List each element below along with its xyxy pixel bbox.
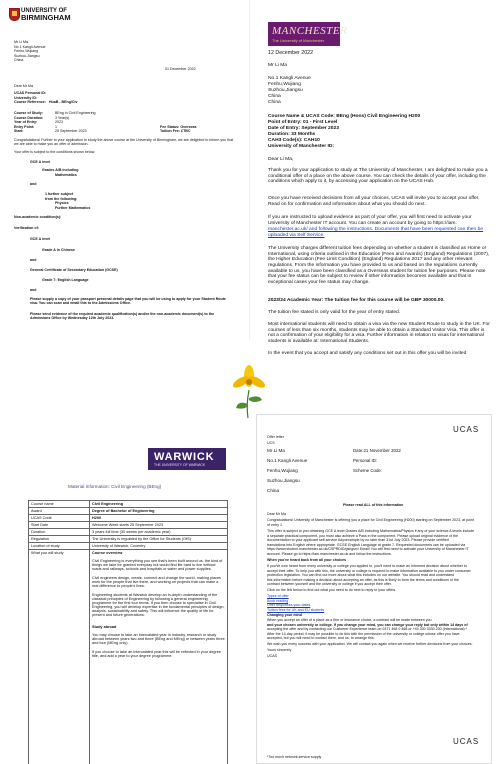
ucas-line: Click on the link below to find out what you need to do next to reply to your offers. xyxy=(267,588,397,592)
warwick-overview-title: Course overview xyxy=(92,551,123,555)
birmingham-logo-line1: UNIVERSITY OF xyxy=(21,8,67,14)
manchester-address-line: No.1 Kangli Avenue xyxy=(268,76,311,81)
warwick-logo-sub: THE UNIVERSITY OF WARWICK xyxy=(154,463,206,467)
warwick-abroad-p1: You may choose to take an intercalated year in industry, research or study abroad between years two and three (BEng and MEng) or between years three and four (MEng only). xyxy=(92,633,225,645)
table-row xyxy=(29,529,228,536)
birmingham-logo-line2: BIRMINGHAM xyxy=(21,13,71,22)
flower-decoration-icon xyxy=(226,360,272,420)
birmingham-congrats: Congratulations! Further to your application to study the above course at the University of Birmingham, we are delighted to inform you that we are able to make you an offer of admission. xyxy=(14,138,234,147)
ucas-link-book-reading[interactable]: Book reading xyxy=(267,598,289,603)
birmingham-nonacad: Non-academic condition(s): xyxy=(14,215,62,219)
ucas-line: If you've now heard from every university or college you applied to, you'll need to make an informed decision about whether to xyxy=(267,564,467,568)
manchester-address-line: China xyxy=(268,94,281,99)
ucas-name: Mr Li Ma xyxy=(267,448,285,453)
birmingham-start-value: 25 September 2023 xyxy=(55,129,87,133)
birmingham-cond-maths: Mathematics xyxy=(55,172,77,177)
manchester-duration: Duration: 33 Months xyxy=(268,132,316,137)
ucas-line: After the 14-day period, it may be possible to do this with the permission of the university or college whose offer you have xyxy=(267,631,460,636)
table-cell: Civil Engineering xyxy=(90,501,228,508)
table-cell: H200 xyxy=(90,515,228,522)
manchester-para-last: In the event that you accept and satisfy any conditions set out in this offer you will be invited xyxy=(268,351,467,356)
table-cell: Location of study xyxy=(29,543,90,550)
manchester-para-3a: If you are instructed to upload evidence as part of your offer, you will first need to activate your University of Manchester IT account. You can create an account by going to https://iam. xyxy=(268,215,472,226)
ucas-line: accepting the offer and by contacting our Customer Experience team on 0371 468 0 468 or +44 330 3330 230 (international).* xyxy=(267,627,468,631)
birmingham-crest-icon xyxy=(9,8,20,21)
table-row xyxy=(29,543,228,550)
ucas-address-4: China xyxy=(267,488,280,493)
ucas-line: documentation to your applicant self-service Adyxexample by no later than 31st July 2023. Please provide certified xyxy=(267,538,449,542)
birmingham-from: from the following: xyxy=(45,196,78,201)
table-row xyxy=(29,515,228,522)
table-cell: Course name xyxy=(29,501,90,508)
ucas-dear: Dear Mr Ma xyxy=(267,512,286,516)
ucas-heard-title: When you've heard back from all your choices xyxy=(267,558,347,562)
ucas-line: Congratulations! University of Manchester is offering you a place for Civil Engineering (H200) starting on September 2023, at point xyxy=(267,518,474,522)
warwick-overview-p3: Engineering students at Warwick develop an in-depth understanding of the classical principles of Engineering by following a general engineering programme for the first four terms. If you then choose to specialise in Civil Engineering, you will develop expertise in the fundamental principles of design, analysis, sustainability and safety. This will influence the quality of life for present and future generations. xyxy=(92,593,225,617)
ucas-line: a separate practical component, you must also achieve a Pass in the component. Please upload original evidence of the xyxy=(267,533,458,538)
ucas-footnote: *Too much network service supply xyxy=(267,755,322,759)
ucas-link-tuition-fees[interactable]: Tuition fees for UK and EU students xyxy=(267,607,325,612)
warwick-abroad-p2: If you choose to take an intercalated year this will be reflected in your degree title, and add a year to your degree programme. xyxy=(92,650,221,658)
ucas-line: This offer is subject to you obtaining GCE A level Grades A/B including Mathematics/Physics if any of your science A levels include xyxy=(267,529,475,533)
birmingham-verification: Verification of: xyxy=(14,226,39,230)
birmingham-passport: Please supply a copy of your passport personal details page that you will be using to apply for your Student Route visa. You can scan and email this to the Admissions Office. xyxy=(30,297,226,306)
birmingham-further: 1 further subject xyxy=(45,192,74,196)
ucas-footer-logo: UCAS xyxy=(453,737,480,746)
birmingham-year-label: Year of Entry: xyxy=(14,120,38,124)
ucas-ref: UCS xyxy=(267,441,275,445)
ucas-line: accept their offer. To help you with this, the university or college is required to make information available to you under consumer xyxy=(267,568,471,573)
table-row xyxy=(29,550,228,764)
birmingham-address-line: Suzhou,Jiangsu xyxy=(14,53,40,58)
birmingham-gcse: General Certificate of Secondary Education (GCSE) xyxy=(30,268,118,272)
manchester-student-id: University of Manchester ID: xyxy=(268,144,335,149)
manchester-salutation: Dear Li Ma, xyxy=(268,157,294,162)
birmingham-grade7: Grade 7: English Language xyxy=(42,278,89,282)
warwick-material-information xyxy=(8,440,244,764)
table-cell: Regulation xyxy=(29,536,90,543)
birmingham-address-line: China xyxy=(14,58,24,62)
birmingham-entry-value: 1 xyxy=(55,124,57,129)
manchester-para-visa: Most international students will need to obtain a visa via the new Student Route to study in the UK. For courses of less than six months, students may be able to obtain a Standard Visitor Visa. This offer is not a confirmation of your eligibility for a visa. Further information in relation to visas for international students is available at: International Students. xyxy=(268,322,490,344)
birmingham-cond-grades: Grades A/B including xyxy=(42,168,79,172)
birmingham-subject: Your offer is subject to the conditions shown below. xyxy=(14,150,96,154)
birmingham-fee-status: Fee Status: Overseas xyxy=(160,124,197,129)
table-cell: 3 years full time (30 weeks per academic year) xyxy=(90,529,228,536)
manchester-address-line: China xyxy=(268,100,281,105)
ucas-personal-id: Personal ID: xyxy=(353,458,378,463)
warwick-logo-text: WARWICK xyxy=(154,451,215,463)
manchester-address-line: Suzhou,Jiangsu xyxy=(268,88,303,93)
birmingham-address-line: Fenhu,Wujiang xyxy=(14,49,39,53)
birmingham-offer-letter xyxy=(0,0,250,340)
table-row xyxy=(29,536,228,543)
table-cell: What you will study xyxy=(29,550,90,764)
birmingham-and: and xyxy=(30,182,37,186)
ucas-address-1: No.1 Kangli Avenue xyxy=(267,458,308,463)
ucas-offer-letter-label: Offer letter xyxy=(267,435,284,439)
manchester-logo xyxy=(268,22,348,46)
birmingham-year-value: 2023 xyxy=(55,120,63,124)
table-row xyxy=(29,508,228,515)
birmingham-physics: Physics xyxy=(55,201,69,205)
manchester-para-4: The University charges different tuition fees depending on whether a student is classified as Home or International, using criteria outlined in the Education (Fees and Awards) (England) Regulations (2007), the Higher Education (Fee Limit Condition) (England) Regulations 2017 and any other relevant regulations. From the information you have provided to us and based on the regulations currently available to us, you have been classified as a Overseas student for tuition fee purposes. Please note that your fee status can be subject to review if other information becomes available and that in exceptional cases your fee status may change. xyxy=(268,246,490,285)
birmingham-university-id: University ID: xyxy=(14,95,38,100)
table-cell: The University is regulated by the Office for Students (OfS) xyxy=(90,536,228,543)
birmingham-course-label: Course of Study: xyxy=(14,111,43,115)
ucas-line: this information before making a decision about accepting an offer, as this is likely to form the terms and conditions of the xyxy=(267,577,459,582)
warwick-course-table xyxy=(28,500,228,764)
manchester-cah3: CAH3 Code(s): CAH10 xyxy=(268,138,320,143)
ucas-line: https://www.student.manchester.ac.uk/CSPRDID/gsi/gsrv/ Email! You will first need to activate your University of Manchester IT xyxy=(267,547,469,551)
ucas-date: Date:21 November 2022 xyxy=(353,448,401,453)
ucas-line: contract between yourself and the university or college if you accept their offer. xyxy=(267,582,392,586)
warwick-abroad-title: Study abroad xyxy=(92,625,117,629)
manchester-fee: 2023/24 Academic Year: The tuition fee for this course will be GBP 30000.00. xyxy=(268,298,445,303)
ucas-address-2: Fenhu,Wujiang xyxy=(267,468,298,473)
manchester-logo-text: MANCHESTER xyxy=(272,25,348,37)
manchester-address-line: Fenhu,Wujiang xyxy=(268,82,301,87)
birmingham-duration-value: 3 Year(s) xyxy=(55,115,70,120)
ucas-line: accepted, but you will need to contact them, and us, to arrange this. xyxy=(267,636,375,640)
ucas-logo: UCAS xyxy=(453,425,480,434)
birmingham-address-line: No 1 Kangli Avenue xyxy=(14,44,46,49)
warwick-logo xyxy=(148,448,226,470)
ucas-heading: Please read ALL of this information xyxy=(343,503,404,507)
birmingham-and: and xyxy=(30,288,37,292)
ucas-line: protection legislation. You can find out more about what this includes on our website. You should read and understand xyxy=(267,573,455,577)
birmingham-ucas-id: UCAS Personal ID: xyxy=(14,91,47,95)
table-cell: Welcome Week starts 25 September 2023 xyxy=(90,522,228,529)
table-cell: Start Date xyxy=(29,522,90,529)
birmingham-duration-label: Course Duration: xyxy=(14,115,44,120)
ucas-link-types-of-offer[interactable]: Types of offer xyxy=(267,594,289,598)
ucas-address-3: Suzhou,Jiangsu xyxy=(267,478,300,483)
warwick-material-title: Material Information: Civil Engineering (BEng) xyxy=(68,484,162,489)
manchester-iam-link[interactable]: manchester.ac.uk/ and following the instructions. Documents that have been requested can then be uploaded via Self Service. xyxy=(268,227,484,238)
manchester-offer-letter xyxy=(252,0,500,360)
ucas-yours-sincerely: Yours sincerely xyxy=(267,648,292,652)
birmingham-date: 01 December 2022 xyxy=(165,67,196,71)
table-cell: Duration xyxy=(29,529,90,536)
ucas-signature: UCAS xyxy=(267,654,277,658)
warwick-overview-p2: Civil engineers design, create, connect and change the world, making places work for the people that live there, and working on projects that can make a real difference to people's lives. xyxy=(92,576,221,588)
ucas-offer-letter xyxy=(256,414,492,764)
table-row xyxy=(29,522,228,529)
birmingham-course-value: BEng in Civil Engineering xyxy=(55,111,96,115)
manchester-fee-validity: The tuition fee stated is only valid for the year of entry stated. xyxy=(268,310,401,315)
birmingham-entry-label: Entry Point: xyxy=(14,124,35,129)
ucas-link-offer-responses[interactable]: Offer responses your dates xyxy=(267,603,311,607)
ucas-line: When you accept an offer of a place as a firm or insurance choice, a contract will be made between you xyxy=(267,618,432,622)
manchester-date-of-entry: Date of Entry: September 2023 xyxy=(268,126,339,131)
ucas-line: account. Please go to https://iam.manchester.ac.uk and follow the instructions. xyxy=(267,551,392,556)
manchester-para-1: Thank you for your application to study at The University of Manchester. I am delighted to make you a conditional offer of a place on the above course. You can check the details of your offer, including the conditions which apply to it, by accessing your application on the UCAS Hub. xyxy=(268,168,488,185)
birmingham-cond-gce: GCE A level xyxy=(30,160,51,164)
table-cell: University of Warwick, Coventry xyxy=(90,543,228,550)
birmingham-gce: GCE A level xyxy=(30,237,51,241)
birmingham-address-line: Mr Li Ma xyxy=(14,40,28,44)
table-cell: Award xyxy=(29,508,90,515)
birmingham-start-label: Start: xyxy=(14,129,24,133)
birmingham-salutation: Dear Mr Ma xyxy=(14,84,33,88)
ucas-change-title: Changing your mind xyxy=(267,613,302,617)
manchester-point-of-entry: Point of Entry: 01 - First Level xyxy=(268,120,338,125)
birmingham-further-maths: Further Mathematics xyxy=(55,205,91,210)
ucas-line: translations into English where appropriate. GCSE English Language at grade 7. Requested documents can be uploaded via xyxy=(267,542,466,547)
manchester-name: Mr Li Ma xyxy=(268,63,288,68)
birmingham-tuition-fee: Tuition Fee: £TBC xyxy=(160,129,191,133)
table-cell: UCAS Code xyxy=(29,515,90,522)
manchester-course: Course Name & UCAS Code: BEng (Hons) Civil Engineering H200 xyxy=(268,114,421,119)
ucas-line: We wish you every success with your application. We will contact you again when we receive further decisions from your choices. xyxy=(267,642,473,646)
table-row xyxy=(29,501,228,508)
warwick-overview-p1: Civil Engineering is everything you see that's been built around us, the kind of things we take for granted everyday but would find life hard to live without: roads and railways, schools and hospitals or water and power supplies. xyxy=(92,559,223,571)
table-cell xyxy=(90,550,228,764)
manchester-logo-sub: The University of Manchester xyxy=(272,38,325,43)
manchester-date: 12 December 2022 xyxy=(268,50,314,56)
manchester-para-2: Once you have received decisions from all your choices, UCAS will invite you to accept your offer. Read on for confirmation and information about what you should do next. xyxy=(268,196,480,207)
table-cell: Degree of Bachelor of Engineering xyxy=(90,508,228,515)
birmingham-grade-a: Grade A in Chinese xyxy=(42,248,75,252)
ucas-line: of entry 1 xyxy=(267,522,282,527)
ucas-scheme: Scheme Code: xyxy=(353,468,383,473)
birmingham-and: and xyxy=(30,258,37,262)
birmingham-send-evidence: Please send evidence of the required academic qualification(s) and/or the non-academic document(s) to the Admissions Office by Wednesday 12th July 2023. xyxy=(30,312,215,321)
ucas-line: and your chosen university or college. If you change your mind, you can change your reply but only within 14 days of xyxy=(267,622,468,627)
birmingham-course-ref: Course Reference: HuaB - BEng/Civ xyxy=(14,100,78,104)
